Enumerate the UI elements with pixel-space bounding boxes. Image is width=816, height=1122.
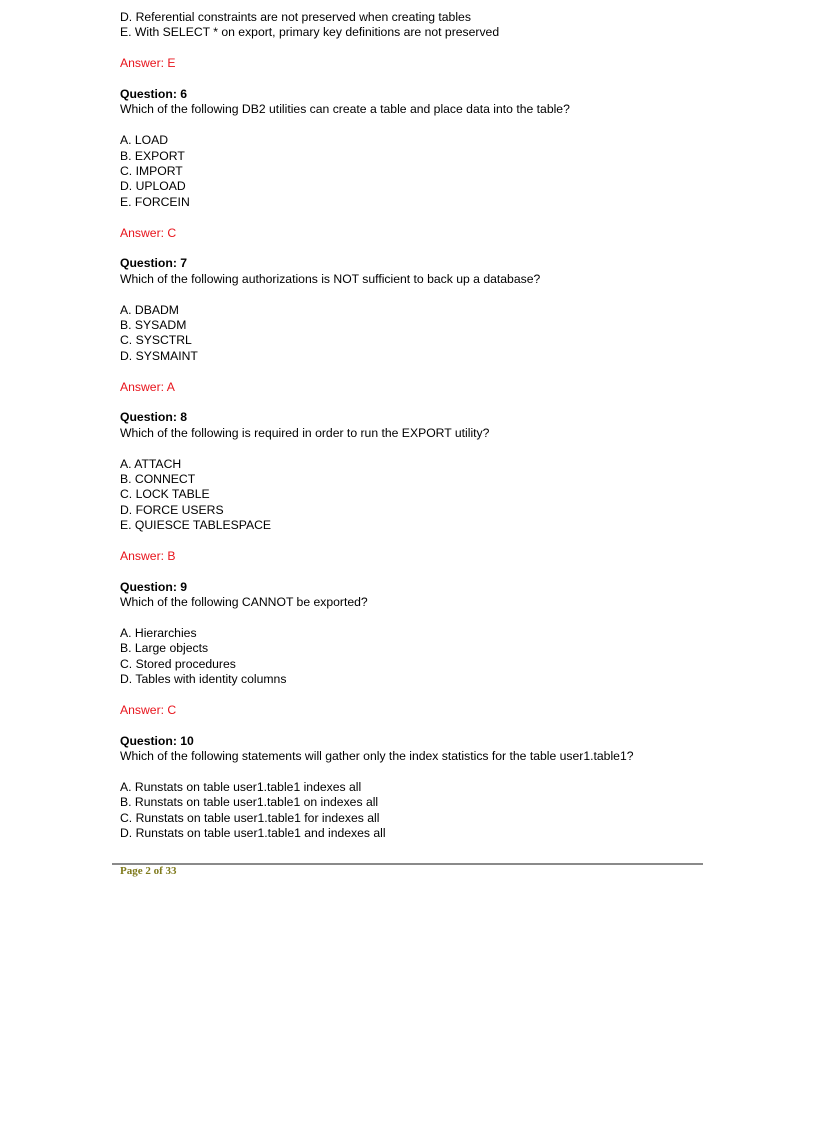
option-item: E. FORCEIN — [120, 194, 190, 209]
option-item: C. Runstats on table user1.table1 for indexes all — [120, 810, 380, 825]
answer-label: Answer: A — [120, 379, 175, 394]
option-item: B. Runstats on table user1.table1 on indexes all — [120, 795, 379, 810]
option-item: A. Hierarchies — [120, 626, 197, 641]
option-item: C. SYSCTRL — [120, 333, 192, 348]
answer-label: Answer: B — [120, 549, 176, 564]
option-item: B. SYSADM — [120, 318, 187, 333]
continued-answer-block — [120, 56, 705, 71]
question-heading: Question: 8 — [120, 410, 188, 425]
option-item: E. QUIESCE TABLESPACE — [120, 518, 272, 533]
option-list — [120, 303, 705, 365]
option-item: D. Referential constraints are not preserved when creating tables — [120, 10, 471, 24]
option-item: D. Tables with identity columns — [120, 672, 287, 687]
answer-label: Answer: C — [120, 703, 177, 718]
option-item: B. CONNECT — [120, 472, 196, 487]
question-8 — [120, 410, 705, 564]
option-item: D. Runstats on table user1.table1 and indexes all — [120, 826, 386, 841]
option-item: D. UPLOAD — [120, 179, 186, 194]
question-text: Which of the following authorizations is NOT sufficient to back up a database? — [120, 271, 541, 286]
document-body — [120, 10, 705, 842]
question-text: Which of the following is required in order to run the EXPORT utility? — [120, 425, 490, 440]
option-list — [120, 457, 705, 534]
page-number: Page 2 of 33 — [120, 865, 177, 877]
option-item: E. With SELECT * on export, primary key definitions are not preserved — [120, 25, 500, 40]
option-item: D. FORCE USERS — [120, 502, 224, 517]
answer-label: Answer: E — [120, 56, 176, 71]
option-item: B. EXPORT — [120, 148, 185, 163]
question-heading: Question: 9 — [120, 579, 188, 594]
question-heading: Question: 6 — [120, 87, 188, 101]
continued-question — [120, 10, 705, 41]
question-9 — [120, 580, 705, 719]
answer-label: Answer: C — [120, 225, 177, 240]
option-item: C. Stored procedures — [120, 656, 236, 671]
footer-divider — [112, 863, 703, 865]
option-item: A. LOAD — [120, 133, 169, 148]
option-item: D. SYSMAINT — [120, 348, 198, 363]
option-list — [120, 626, 705, 688]
question-6 — [120, 87, 705, 241]
option-item: B. Large objects — [120, 641, 209, 656]
question-text: Which of the following CANNOT be exported? — [120, 595, 368, 610]
question-heading: Question: 7 — [120, 256, 188, 271]
option-list — [120, 133, 705, 210]
question-text: Which of the following DB2 utilities can create a table and place data into the table? — [120, 102, 570, 117]
question-7 — [120, 256, 705, 395]
option-item: A. ATTACH — [120, 456, 182, 471]
option-item: C. IMPORT — [120, 164, 183, 179]
question-10 — [120, 734, 705, 842]
question-text: Which of the following statements will gather only the index statistics for the table user1.table1? — [120, 749, 634, 764]
option-item: C. LOCK TABLE — [120, 487, 210, 502]
option-item: A. DBADM — [120, 302, 179, 317]
question-heading: Question: 10 — [120, 733, 194, 748]
option-item: A. Runstats on table user1.table1 indexes all — [120, 780, 362, 795]
option-list — [120, 780, 705, 842]
